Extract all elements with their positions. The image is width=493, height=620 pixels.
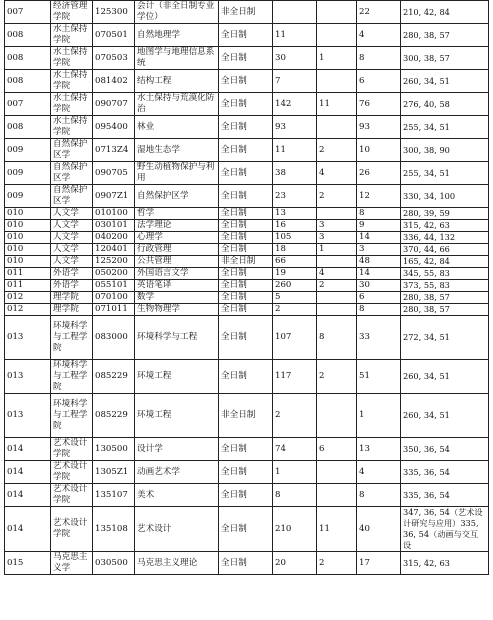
score-line-cell: 350, 36, 54 — [401, 438, 489, 461]
table-row — [5, 484, 489, 507]
count-a-cell: 16 — [273, 220, 317, 232]
count-a-cell: 11 — [273, 24, 317, 47]
score-line-cell: 276, 40, 58 — [401, 93, 489, 116]
table-row — [5, 394, 489, 438]
count-c-cell: 12 — [357, 185, 401, 208]
count-b-cell — [317, 484, 357, 507]
major-name-cell: 生物物理学 — [135, 304, 219, 316]
major-code-cell: 010100 — [93, 208, 135, 220]
count-c-cell: 8 — [357, 304, 401, 316]
college-code-cell: 009 — [5, 162, 51, 185]
college-name-cell: 人文学 — [51, 244, 93, 256]
score-line-cell: 315, 42, 63 — [401, 220, 489, 232]
study-mode-cell: 全日制 — [219, 116, 273, 139]
major-code-cell: 040200 — [93, 232, 135, 244]
count-b-cell — [317, 70, 357, 93]
major-code-cell: 090705 — [93, 162, 135, 185]
count-b-cell: 2 — [317, 360, 357, 394]
college-name-cell: 人文学 — [51, 208, 93, 220]
count-c-cell: 6 — [357, 292, 401, 304]
study-mode-cell: 全日制 — [219, 304, 273, 316]
count-c-cell: 14 — [357, 268, 401, 280]
study-mode-cell: 全日制 — [219, 232, 273, 244]
table-row — [5, 1, 489, 24]
count-b-cell — [317, 394, 357, 438]
college-name-cell: 环境科学与工程学院 — [51, 394, 93, 438]
college-code-cell: 010 — [5, 220, 51, 232]
count-a-cell: 66 — [273, 256, 317, 268]
count-b-cell: 11 — [317, 93, 357, 116]
count-c-cell: 17 — [357, 552, 401, 575]
count-c-cell: 8 — [357, 47, 401, 70]
count-b-cell: 1 — [317, 244, 357, 256]
major-name-cell: 会计（非全日制专业学位） — [135, 1, 219, 24]
count-c-cell: 13 — [357, 438, 401, 461]
major-code-cell: 030101 — [93, 220, 135, 232]
count-a-cell: 1 — [273, 461, 317, 484]
count-c-cell: 10 — [357, 139, 401, 162]
score-line-cell: 300, 38, 57 — [401, 47, 489, 70]
college-code-cell: 008 — [5, 70, 51, 93]
college-name-cell: 水土保持学院 — [51, 47, 93, 70]
count-c-cell: 6 — [357, 70, 401, 93]
count-a-cell: 20 — [273, 552, 317, 575]
study-mode-cell: 全日制 — [219, 316, 273, 360]
table-row — [5, 162, 489, 185]
major-name-cell: 环境工程 — [135, 360, 219, 394]
count-b-cell: 2 — [317, 139, 357, 162]
college-name-cell: 人文学 — [51, 256, 93, 268]
table-row — [5, 70, 489, 93]
college-name-cell: 人文学 — [51, 232, 93, 244]
table-row — [5, 304, 489, 316]
college-name-cell: 水土保持学院 — [51, 116, 93, 139]
count-b-cell: 4 — [317, 268, 357, 280]
major-name-cell: 英语笔译 — [135, 280, 219, 292]
college-code-cell: 011 — [5, 268, 51, 280]
count-a-cell: 105 — [273, 232, 317, 244]
count-c-cell: 93 — [357, 116, 401, 139]
major-code-cell: 090707 — [93, 93, 135, 116]
college-code-cell: 008 — [5, 116, 51, 139]
count-a-cell: 74 — [273, 438, 317, 461]
study-mode-cell: 全日制 — [219, 24, 273, 47]
score-line-cell: 330, 34, 100 — [401, 185, 489, 208]
score-line-cell: 165, 42, 84 — [401, 256, 489, 268]
count-a-cell: 117 — [273, 360, 317, 394]
count-c-cell: 1 — [357, 394, 401, 438]
college-name-cell: 理学院 — [51, 292, 93, 304]
major-code-cell: 050200 — [93, 268, 135, 280]
study-mode-cell: 全日制 — [219, 280, 273, 292]
table-row — [5, 507, 489, 552]
score-line-cell: 210, 42, 84 — [401, 1, 489, 24]
table-row — [5, 24, 489, 47]
major-name-cell: 野生动植物保护与利用 — [135, 162, 219, 185]
major-code-cell: 085229 — [93, 394, 135, 438]
count-b-cell: 2 — [317, 552, 357, 575]
college-name-cell: 自然保护区学 — [51, 139, 93, 162]
study-mode-cell: 非全日制 — [219, 1, 273, 24]
major-code-cell: 125200 — [93, 256, 135, 268]
count-a-cell: 23 — [273, 185, 317, 208]
score-line-cell: 335, 36, 54 — [401, 484, 489, 507]
study-mode-cell: 全日制 — [219, 292, 273, 304]
count-b-cell: 11 — [317, 507, 357, 552]
table-row — [5, 139, 489, 162]
count-c-cell: 4 — [357, 24, 401, 47]
count-a-cell: 210 — [273, 507, 317, 552]
college-name-cell: 经济管理学院 — [51, 1, 93, 24]
count-c-cell: 33 — [357, 316, 401, 360]
count-c-cell: 14 — [357, 232, 401, 244]
study-mode-cell: 全日制 — [219, 208, 273, 220]
count-b-cell: 4 — [317, 162, 357, 185]
table-row — [5, 220, 489, 232]
count-a-cell: 5 — [273, 292, 317, 304]
count-b-cell — [317, 256, 357, 268]
college-name-cell: 水土保持学院 — [51, 24, 93, 47]
study-mode-cell: 全日制 — [219, 93, 273, 116]
major-name-cell: 环境工程 — [135, 394, 219, 438]
study-mode-cell: 全日制 — [219, 185, 273, 208]
college-name-cell: 人文学 — [51, 220, 93, 232]
major-code-cell: 083000 — [93, 316, 135, 360]
major-code-cell: 070501 — [93, 24, 135, 47]
college-code-cell: 014 — [5, 507, 51, 552]
study-mode-cell: 全日制 — [219, 139, 273, 162]
count-a-cell: 19 — [273, 268, 317, 280]
score-line-cell: 280, 39, 59 — [401, 208, 489, 220]
count-b-cell: 2 — [317, 185, 357, 208]
score-line-cell: 260, 34, 51 — [401, 360, 489, 394]
count-a-cell: 2 — [273, 304, 317, 316]
table-row — [5, 116, 489, 139]
table-row — [5, 316, 489, 360]
score-line-cell: 280, 38, 57 — [401, 304, 489, 316]
major-name-cell: 法学理论 — [135, 220, 219, 232]
major-name-cell: 自然地理学 — [135, 24, 219, 47]
score-line-cell: 255, 34, 51 — [401, 116, 489, 139]
college-code-cell: 010 — [5, 208, 51, 220]
table-row — [5, 185, 489, 208]
count-a-cell — [273, 1, 317, 24]
table-row — [5, 93, 489, 116]
count-b-cell — [317, 461, 357, 484]
count-c-cell: 9 — [357, 220, 401, 232]
table-row — [5, 438, 489, 461]
score-line-cell: 315, 42, 63 — [401, 552, 489, 575]
study-mode-cell: 全日制 — [219, 552, 273, 575]
college-code-cell: 014 — [5, 461, 51, 484]
count-b-cell: 2 — [317, 280, 357, 292]
college-code-cell: 012 — [5, 292, 51, 304]
major-code-cell: 120401 — [93, 244, 135, 256]
study-mode-cell: 全日制 — [219, 70, 273, 93]
major-name-cell: 自然保护区学 — [135, 185, 219, 208]
college-name-cell: 马克思主义学 — [51, 552, 93, 575]
study-mode-cell: 全日制 — [219, 220, 273, 232]
study-mode-cell: 全日制 — [219, 360, 273, 394]
college-name-cell: 艺术设计学院 — [51, 484, 93, 507]
major-code-cell: 1305Z1 — [93, 461, 135, 484]
table-row — [5, 268, 489, 280]
major-name-cell: 外国语言文学 — [135, 268, 219, 280]
count-b-cell — [317, 116, 357, 139]
count-c-cell: 8 — [357, 208, 401, 220]
count-b-cell — [317, 292, 357, 304]
count-c-cell: 51 — [357, 360, 401, 394]
score-line-cell: 300, 38, 90 — [401, 139, 489, 162]
major-code-cell: 0713Z4 — [93, 139, 135, 162]
major-name-cell: 马克思主义理论 — [135, 552, 219, 575]
major-name-cell: 数学 — [135, 292, 219, 304]
study-mode-cell: 非全日制 — [219, 256, 273, 268]
count-b-cell — [317, 208, 357, 220]
score-line-cell: 260, 34, 51 — [401, 394, 489, 438]
score-line-cell: 280, 38, 57 — [401, 292, 489, 304]
score-line-cell: 336, 44, 132 — [401, 232, 489, 244]
count-a-cell: 107 — [273, 316, 317, 360]
study-mode-cell: 全日制 — [219, 268, 273, 280]
score-line-cell: 373, 55, 83 — [401, 280, 489, 292]
major-name-cell: 林业 — [135, 116, 219, 139]
college-code-cell: 010 — [5, 244, 51, 256]
college-code-cell: 010 — [5, 232, 51, 244]
major-name-cell: 美术 — [135, 484, 219, 507]
count-a-cell: 260 — [273, 280, 317, 292]
count-a-cell: 18 — [273, 244, 317, 256]
major-code-cell: 130500 — [93, 438, 135, 461]
major-code-cell: 030500 — [93, 552, 135, 575]
count-b-cell — [317, 24, 357, 47]
major-name-cell: 环境科学与工程 — [135, 316, 219, 360]
college-name-cell: 水土保持学院 — [51, 70, 93, 93]
score-line-cell: 345, 55, 83 — [401, 268, 489, 280]
major-name-cell: 结构工程 — [135, 70, 219, 93]
table-body — [5, 1, 489, 575]
college-name-cell: 艺术设计学院 — [51, 507, 93, 552]
major-code-cell: 135108 — [93, 507, 135, 552]
major-code-cell: 071011 — [93, 304, 135, 316]
major-name-cell: 水土保持与荒漠化防治 — [135, 93, 219, 116]
college-name-cell: 艺术设计学院 — [51, 461, 93, 484]
college-code-cell: 011 — [5, 280, 51, 292]
score-line-cell: 347, 36, 54（艺术设计研究与应用）335, 36, 54（动画与交互设 — [401, 507, 489, 552]
study-mode-cell: 非全日制 — [219, 394, 273, 438]
count-a-cell: 7 — [273, 70, 317, 93]
college-name-cell: 外语学 — [51, 268, 93, 280]
score-line-cell: 255, 34, 51 — [401, 162, 489, 185]
college-code-cell: 013 — [5, 394, 51, 438]
study-mode-cell: 全日制 — [219, 461, 273, 484]
score-line-cell: 260, 34, 51 — [401, 70, 489, 93]
count-a-cell: 2 — [273, 394, 317, 438]
college-name-cell: 环境科学与工程学院 — [51, 316, 93, 360]
study-mode-cell: 全日制 — [219, 507, 273, 552]
study-mode-cell: 全日制 — [219, 244, 273, 256]
study-mode-cell: 全日制 — [219, 162, 273, 185]
count-c-cell: 3 — [357, 244, 401, 256]
count-a-cell: 8 — [273, 484, 317, 507]
table-row — [5, 208, 489, 220]
count-c-cell: 48 — [357, 256, 401, 268]
college-name-cell: 外语学 — [51, 280, 93, 292]
count-c-cell: 22 — [357, 1, 401, 24]
count-b-cell — [317, 1, 357, 24]
count-c-cell: 26 — [357, 162, 401, 185]
count-b-cell: 3 — [317, 232, 357, 244]
college-code-cell: 009 — [5, 139, 51, 162]
count-b-cell: 1 — [317, 47, 357, 70]
table-row — [5, 360, 489, 394]
table-row — [5, 292, 489, 304]
major-code-cell: 070503 — [93, 47, 135, 70]
admission-table — [4, 0, 489, 575]
college-code-cell: 008 — [5, 47, 51, 70]
college-code-cell: 013 — [5, 316, 51, 360]
count-a-cell: 30 — [273, 47, 317, 70]
table-row — [5, 47, 489, 70]
major-name-cell: 地图学与地理信息系统 — [135, 47, 219, 70]
major-code-cell: 0907Z1 — [93, 185, 135, 208]
college-name-cell: 艺术设计学院 — [51, 438, 93, 461]
admission-table-container — [4, 0, 488, 575]
college-code-cell: 008 — [5, 24, 51, 47]
count-a-cell: 142 — [273, 93, 317, 116]
major-code-cell: 085229 — [93, 360, 135, 394]
score-line-cell: 272, 34, 51 — [401, 316, 489, 360]
score-line-cell: 370, 44, 66 — [401, 244, 489, 256]
count-a-cell: 13 — [273, 208, 317, 220]
score-line-cell: 280, 38, 57 — [401, 24, 489, 47]
count-a-cell: 38 — [273, 162, 317, 185]
college-name-cell: 自然保护区学 — [51, 185, 93, 208]
count-c-cell: 8 — [357, 484, 401, 507]
college-code-cell: 007 — [5, 93, 51, 116]
major-name-cell: 动画艺术学 — [135, 461, 219, 484]
college-name-cell: 环境科学与工程学院 — [51, 360, 93, 394]
count-b-cell: 6 — [317, 438, 357, 461]
count-a-cell: 93 — [273, 116, 317, 139]
college-code-cell: 012 — [5, 304, 51, 316]
college-name-cell: 理学院 — [51, 304, 93, 316]
major-name-cell: 艺术设计 — [135, 507, 219, 552]
study-mode-cell: 全日制 — [219, 438, 273, 461]
college-code-cell: 015 — [5, 552, 51, 575]
major-code-cell: 135107 — [93, 484, 135, 507]
major-code-cell: 095400 — [93, 116, 135, 139]
count-b-cell: 8 — [317, 316, 357, 360]
count-c-cell: 4 — [357, 461, 401, 484]
count-c-cell: 76 — [357, 93, 401, 116]
table-row — [5, 232, 489, 244]
study-mode-cell: 全日制 — [219, 47, 273, 70]
table-row — [5, 461, 489, 484]
table-row — [5, 280, 489, 292]
major-name-cell: 心理学 — [135, 232, 219, 244]
count-a-cell: 11 — [273, 139, 317, 162]
college-code-cell: 007 — [5, 1, 51, 24]
count-c-cell: 30 — [357, 280, 401, 292]
college-name-cell: 自然保护区学 — [51, 162, 93, 185]
count-c-cell: 40 — [357, 507, 401, 552]
major-name-cell: 行政管理 — [135, 244, 219, 256]
score-line-cell: 335, 36, 54 — [401, 461, 489, 484]
college-code-cell: 014 — [5, 484, 51, 507]
major-name-cell: 公共管理 — [135, 256, 219, 268]
major-code-cell: 081402 — [93, 70, 135, 93]
college-code-cell: 009 — [5, 185, 51, 208]
major-code-cell: 055101 — [93, 280, 135, 292]
major-name-cell: 哲学 — [135, 208, 219, 220]
college-name-cell: 水土保持学院 — [51, 93, 93, 116]
college-code-cell: 014 — [5, 438, 51, 461]
major-name-cell: 湿地生态学 — [135, 139, 219, 162]
table-row — [5, 244, 489, 256]
major-code-cell: 125300 — [93, 1, 135, 24]
major-code-cell: 070100 — [93, 292, 135, 304]
study-mode-cell: 全日制 — [219, 484, 273, 507]
table-row — [5, 256, 489, 268]
college-code-cell: 010 — [5, 256, 51, 268]
count-b-cell: 3 — [317, 220, 357, 232]
table-row — [5, 552, 489, 575]
count-b-cell — [317, 304, 357, 316]
college-code-cell: 013 — [5, 360, 51, 394]
major-name-cell: 设计学 — [135, 438, 219, 461]
